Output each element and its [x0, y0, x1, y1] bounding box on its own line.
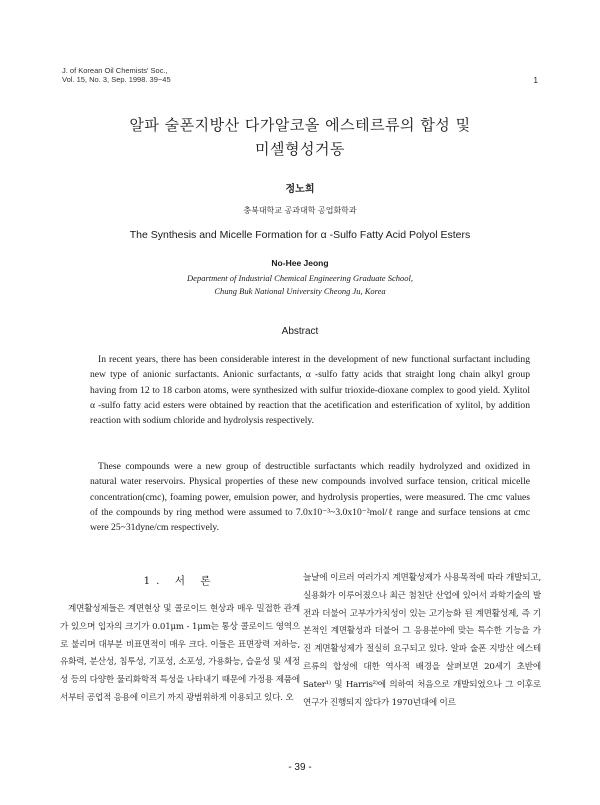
korean-title-line-2: 미셀형성거동 — [255, 140, 345, 158]
abstract-heading: Abstract — [281, 326, 319, 337]
english-author-name: No-Hee Jeong — [271, 258, 329, 268]
english-affiliation-line-2: Chung Buk National University Cheong Ju, Korea — [214, 286, 386, 296]
body-right-column: 늘날에 이르러 여러가지 계면활성제가 사용목적에 따라 개발되고, 실용화가 이루어졌으나 최근 첨천단 산업에 있어서 과학기술의 발전과 더불어 고부가가치성이 있는 고기능화 된 계면활성제, 즉 기본적인 계면활성과 더불어 그 응용분야에 맞는 특수한 기능을 가진 계면활성제가 절실히 요구되고 있다. 알파 술폰 지방산 에스테르류의 합성에 대한 역사적 배경을 살펴보면 20세기 초반에 Sater¹⁾ 및 Harris²⁾에 의하여 처음으로 개발되었으나 그 이후로 연구가 진행되지 않다가 1970년대에 이르 — [303, 573, 541, 708]
korean-author-name: 정노희 — [285, 184, 315, 195]
korean-title-line-1: 알파 술폰지방산 다가알코올 에스테르류의 합성 및 — [129, 116, 471, 134]
section-heading-introduction: 1. 서 론 — [143, 575, 217, 587]
abstract-paragraph-2-text: These compounds were a new group of destructible surfactants which readily hydrolyzed and oxidized in natural water reservoirs. Physical properties of these new compounds involved surface tension, critical micelle concentration(cmc), foaming power, emulsion power, and hydrolysis properties, were measured. The cmc values of the compounds by ring method were assumed to 7.0x10⁻³~3.0x10⁻²mol/ℓ range and surface tensions at cmc were 25~31dyne/cm respectively. — [90, 461, 530, 534]
korean-title — [0, 113, 600, 161]
abstract-paragraph-2 — [90, 459, 530, 535]
journal-line-1: J. of Korean Oil Chemists' Soc., — [62, 66, 168, 75]
abstract-paragraph-1 — [90, 352, 530, 428]
body-left-column: 계면활성제들은 계면현상 및 콜로이드 현상과 매우 밀접한 관계가 있으며 입자의 크기가 0.01μm - 1μm는 통상 콜로이드 영역으로 불리며 대부분 비표면적이 매우 크다. 이들은 표면장력 저하능, 유화력, 분산성, 침투성, 기포성, 소포성, 가용화능, 습윤성 및 세정성 등의 다양한 물리화학적 특성을 나타내기 때문에 가정용 제품에서부터 공업적 응용에 이르기 까지 광범위하게 이용되고 있다. 오 — [60, 604, 300, 703]
korean-affiliation: 충북대학교 공과대학 공업화학과 — [243, 206, 357, 215]
abstract-paragraph-1-text: In recent years, there has been considerable interest in the development of new functional surfactant including new type of anionic surfactants. Anionic surfactants, α -sulfo fatty acids that straight long chain alkyl group having from 12 to 18 carbon atoms, were synthesized with sulfur trioxide-dioxane complex to good yield. Xylitol α -sulfo fatty acid esters were obtained by reaction that the acetification and esterification of xylitol, by addition reaction with sodium chloride and hydrolysis respectively. — [90, 354, 530, 427]
page-number-top: 1 — [533, 76, 538, 85]
journal-line-2: Vol. 15, No. 3, Sep. 1998. 39~45 — [62, 75, 171, 84]
english-title: The Synthesis and Micelle Formation for α -Sulfo Fatty Acid Polyol Esters — [129, 229, 471, 241]
journal-citation — [62, 66, 171, 84]
english-affiliation-line-1: Department of Industrial Chemical Engineering Graduate School, — [187, 273, 413, 283]
english-affiliation — [0, 272, 600, 298]
page-footer-number: - 39 - — [288, 762, 312, 773]
